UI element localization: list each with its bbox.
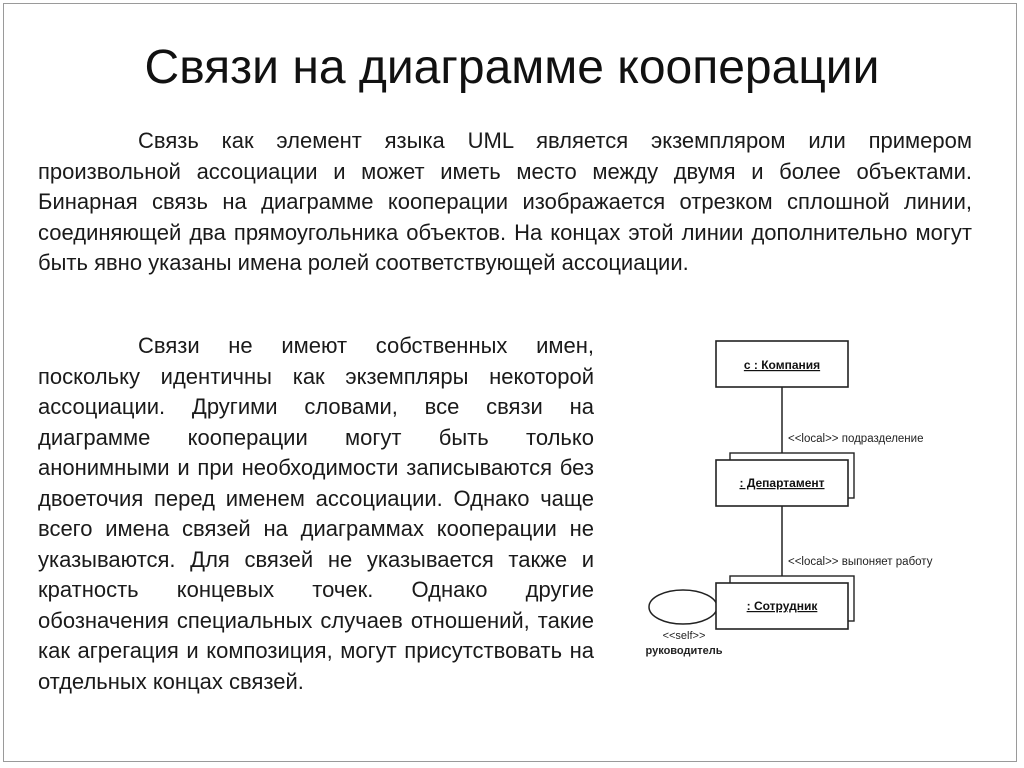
collaboration-diagram	[636, 328, 986, 668]
link-2-role: выпоняет работу	[841, 556, 933, 568]
link-2-stereotype: <<local>>	[788, 556, 839, 568]
link-1-role: подразделение	[841, 433, 924, 445]
object-company-label: с : Компания	[743, 358, 821, 372]
slide-title: Связи на диаграмме кооперации	[144, 41, 880, 94]
object-employee-label: : Сотрудник	[746, 599, 818, 613]
self-link-role: руководитель	[645, 645, 723, 657]
link-1-stereotype: <<local>>	[788, 433, 839, 445]
object-department-label: : Департамент	[739, 476, 825, 490]
self-link-stereotype: <<self>>	[662, 630, 706, 642]
link-1-label	[788, 433, 923, 445]
self-link-ellipse	[649, 590, 717, 624]
paragraph-anonymous-links: Связи не имеют собственных имен, поскольку идентичны как экземпляры некоторой ассоциации. Другими словами, все связи на диаграмме кооперации могут быть только анонимными и при необходимости записываются без двоеточия перед именем ассоциации. Однако чаще всего имена связей на диаграммах кооперации не указываются. Для связей не указывается также и кратность концевых точек. Однако другие обозначения специальных случаев отношений, такие как агрегация и композиция, могут присутствовать на отдельных концах связей.	[38, 333, 594, 694]
paragraph-intro: Связь как элемент языка UML является экземпляром или примером произвольной ассоциации и может иметь место между двумя и более объектами. Бинарная связь на диаграмме кооперации изображается отрезком сплошной линии, соединяющей два прямоугольника объектов. На концах этой линии дополнительно могут быть явно указаны имена ролей соответствующей ассоциации.	[38, 128, 972, 275]
link-2-label	[788, 556, 933, 568]
